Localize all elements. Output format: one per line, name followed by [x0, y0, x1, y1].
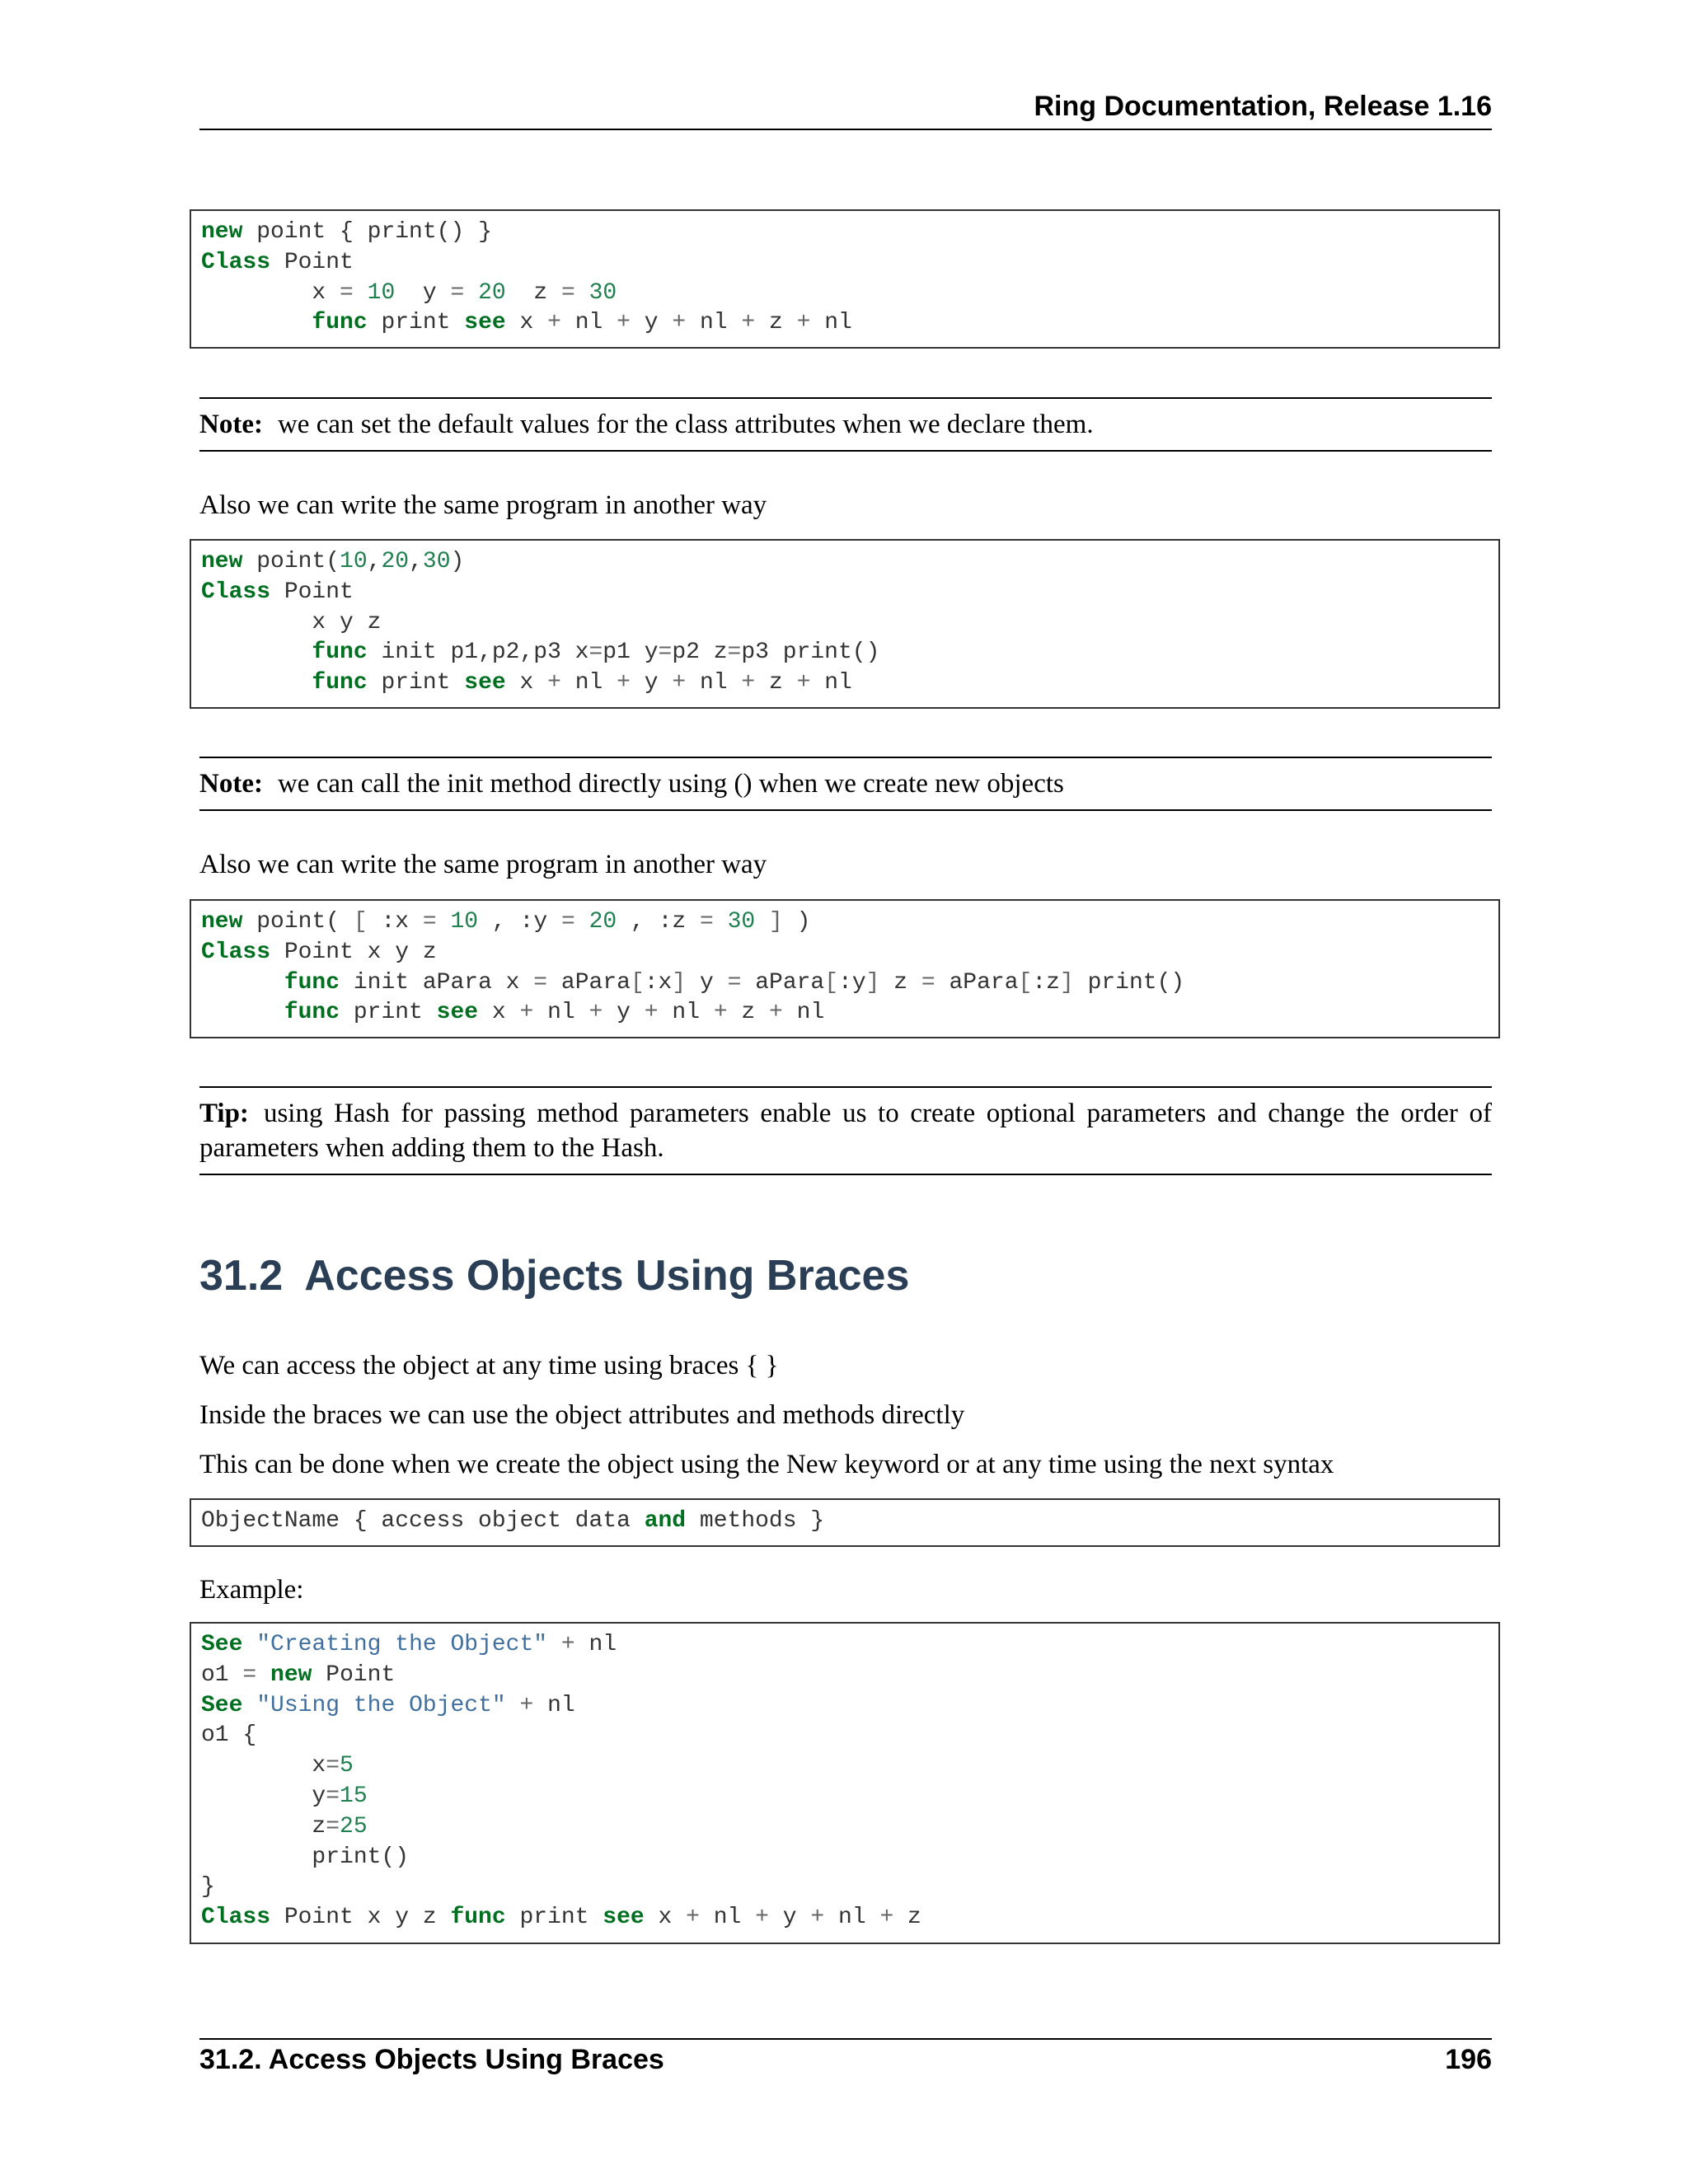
- code-token: [: [630, 969, 645, 996]
- code-token: methods }: [686, 1508, 825, 1534]
- code-token: nl: [658, 1000, 714, 1026]
- code-token: =: [921, 969, 935, 996]
- code-token: 20: [588, 909, 617, 935]
- code-token: func: [312, 640, 368, 666]
- code-token: 5: [340, 1753, 354, 1779]
- code-token: init aPara x: [340, 969, 534, 996]
- code-token: [714, 909, 728, 935]
- code-token: y: [630, 310, 673, 336]
- code-token: new: [270, 1661, 312, 1688]
- code-token: print: [367, 670, 465, 696]
- code-token: Class: [201, 579, 271, 605]
- code-token: +: [686, 1905, 700, 1931]
- paragraph: Also we can write the same program in another way: [199, 850, 767, 879]
- code-line: [201, 938, 1489, 968]
- code-token: +: [519, 1000, 534, 1026]
- code-token: +: [769, 1000, 783, 1026]
- code-token: z: [879, 969, 921, 996]
- code-line: [201, 1721, 1489, 1751]
- code-token: [: [353, 909, 368, 935]
- code-line: [201, 279, 1489, 309]
- code-token: Point: [270, 579, 354, 605]
- code-block: [190, 1498, 1500, 1547]
- code-token: +: [741, 670, 756, 696]
- code-token: 10: [450, 909, 479, 935]
- code-token: p1 y: [603, 640, 659, 666]
- code-token: [755, 909, 769, 935]
- code-token: +: [672, 670, 687, 696]
- code-token: print: [340, 1000, 437, 1026]
- code-token: :y: [838, 969, 866, 996]
- admonition-text: we can set the default values for the class attributes when we declare them.: [277, 410, 1094, 439]
- section-heading: [199, 1251, 909, 1301]
- code-token: +: [796, 670, 811, 696]
- code-token: =: [242, 1661, 257, 1688]
- code-token: [464, 280, 478, 306]
- code-line: [201, 1507, 1489, 1537]
- code-line: [201, 1843, 1489, 1873]
- code-token: aPara: [935, 969, 1019, 996]
- code-token: x: [644, 1905, 687, 1931]
- code-token: y: [395, 279, 451, 306]
- code-token: o1 {: [201, 1722, 257, 1749]
- code-token: [437, 909, 451, 935]
- code-block: [190, 539, 1500, 709]
- code-line: [201, 1751, 1489, 1782]
- code-token: nl: [782, 1000, 825, 1026]
- section-title: Access Objects Using Braces: [304, 1252, 910, 1300]
- code-token: =: [560, 279, 575, 306]
- code-token: print: [367, 310, 465, 336]
- code-token: [256, 1662, 270, 1688]
- code-token: ObjectName { access object data: [201, 1508, 645, 1534]
- code-token: "Creating the Object": [256, 1632, 548, 1657]
- code-token: z: [505, 279, 561, 306]
- code-token: point(: [242, 909, 354, 935]
- code-token: "Using the Object": [256, 1692, 506, 1718]
- code-token: y: [201, 1783, 326, 1809]
- code-line: [201, 308, 1489, 339]
- code-token: func: [450, 1905, 506, 1931]
- code-line: [201, 1903, 1489, 1933]
- code-token: +: [519, 1692, 534, 1718]
- code-line: [201, 1661, 1489, 1691]
- code-token: [242, 1693, 256, 1718]
- code-token: see: [436, 1000, 479, 1026]
- code-token: func: [312, 670, 368, 696]
- code-token: aPara: [741, 969, 825, 996]
- code-token: 30: [588, 279, 617, 306]
- code-token: nl: [810, 310, 852, 336]
- code-token: print: [505, 1905, 603, 1931]
- code-token: =: [340, 279, 354, 306]
- code-token: point(: [242, 549, 340, 574]
- code-token: +: [810, 1905, 825, 1931]
- code-line: [201, 1872, 1489, 1903]
- code-line: [201, 1782, 1489, 1812]
- code-line: [201, 608, 1489, 639]
- code-token: func: [284, 969, 340, 996]
- code-token: 30: [422, 549, 451, 574]
- code-token: ,: [367, 549, 382, 574]
- code-token: [: [1018, 969, 1033, 996]
- code-token: x: [478, 1000, 520, 1026]
- code-token: 20: [478, 279, 506, 306]
- admonition-text: we can call the init method directly using () when we create new objects: [277, 769, 1064, 799]
- code-token: y: [768, 1905, 811, 1931]
- footer-page-number: 196: [1445, 2044, 1492, 2075]
- code-token: ]: [865, 969, 880, 996]
- code-token: z: [893, 1905, 921, 1931]
- code-token: ): [450, 549, 465, 574]
- code-line: [201, 547, 1489, 578]
- code-block: [190, 1622, 1500, 1944]
- paragraph: Also we can write the same program in another way: [199, 490, 767, 520]
- code-line: [201, 907, 1489, 938]
- code-token: see: [464, 670, 506, 696]
- code-token: =: [326, 1813, 340, 1840]
- code-token: =: [727, 969, 742, 996]
- code-token: [242, 1632, 256, 1657]
- code-token: see: [603, 1905, 645, 1931]
- admonition-label: Tip:: [199, 1099, 249, 1128]
- code-token: nl: [686, 310, 742, 336]
- code-token: 10: [367, 279, 396, 306]
- code-token: =: [422, 909, 437, 935]
- code-token: +: [672, 310, 687, 336]
- code-token: 15: [340, 1783, 368, 1809]
- code-token: , :z: [617, 909, 700, 935]
- code-token: [201, 970, 284, 996]
- tip-admonition: [199, 1086, 1492, 1175]
- code-token: [575, 280, 589, 306]
- code-token: +: [547, 670, 561, 696]
- code-token: +: [755, 1905, 769, 1931]
- section-number: 31.2: [199, 1252, 284, 1300]
- admonition-text: using Hash for passing method parameters enable us to create optional parameters and change the order of parameters when adding them to the Hash.: [199, 1099, 1492, 1163]
- code-token: x: [201, 1753, 326, 1779]
- code-token: =: [700, 909, 714, 935]
- code-token: See: [201, 1692, 243, 1718]
- code-token: =: [658, 640, 673, 666]
- code-token: See: [201, 1632, 243, 1657]
- code-token: y: [630, 670, 673, 696]
- footer-section-title: 31.2. Access Objects Using Braces: [199, 2044, 664, 2075]
- code-token: z: [727, 1000, 770, 1026]
- code-token: ,: [409, 549, 423, 574]
- note-admonition: [199, 397, 1492, 452]
- code-token: +: [588, 1000, 603, 1026]
- admonition-label: Note:: [199, 410, 263, 439]
- code-token: [506, 1693, 520, 1718]
- code-token: [201, 640, 312, 665]
- code-token: nl: [560, 310, 617, 336]
- code-token: 10: [340, 549, 368, 574]
- paragraph: We can access the object at any time using braces { }: [199, 1351, 779, 1380]
- code-token: new: [201, 909, 243, 935]
- note-admonition: [199, 757, 1492, 811]
- code-token: Point x y z: [270, 939, 437, 965]
- code-token: [575, 909, 589, 935]
- code-token: +: [796, 310, 811, 336]
- code-token: Point: [312, 1661, 396, 1688]
- code-token: =: [450, 279, 465, 306]
- code-token: and: [644, 1508, 687, 1534]
- code-token: +: [713, 1000, 728, 1026]
- code-token: +: [879, 1905, 894, 1931]
- code-token: +: [644, 1000, 659, 1026]
- code-token: =: [588, 640, 603, 666]
- code-token: [: [824, 969, 839, 996]
- footer-rule: [199, 2038, 1492, 2040]
- code-line: [201, 998, 1489, 1029]
- code-token: [201, 1000, 284, 1025]
- code-token: Point x y z: [270, 1905, 451, 1931]
- code-token: init p1,p2,p3 x: [367, 640, 589, 666]
- code-token: print(): [1073, 969, 1185, 996]
- code-token: x: [505, 310, 548, 336]
- code-token: [354, 280, 368, 306]
- code-token: +: [547, 310, 561, 336]
- code-token: p3 print(): [741, 640, 880, 666]
- code-token: =: [533, 969, 548, 996]
- code-token: z: [755, 310, 797, 336]
- code-block: [190, 209, 1500, 349]
- paragraph: Example:: [199, 1575, 304, 1605]
- code-token: nl: [699, 1905, 756, 1931]
- code-token: p2 z: [672, 640, 728, 666]
- code-token: point { print() }: [242, 219, 492, 245]
- code-token: y: [603, 1000, 645, 1026]
- code-token: +: [741, 310, 756, 336]
- code-line: [201, 1812, 1489, 1843]
- code-token: =: [326, 1753, 340, 1779]
- code-token: aPara: [547, 969, 631, 996]
- code-token: nl: [810, 670, 852, 696]
- code-token: nl: [533, 1692, 575, 1718]
- code-token: new: [201, 219, 243, 245]
- code-token: new: [201, 549, 243, 574]
- code-line: [201, 1691, 1489, 1722]
- code-token: nl: [824, 1905, 880, 1931]
- page-header-title: Ring Documentation, Release 1.16: [1034, 91, 1492, 122]
- paragraph: Inside the braces we can use the object attributes and methods directly: [199, 1400, 965, 1430]
- code-token: ]: [769, 909, 783, 935]
- code-token: , :y: [478, 909, 561, 935]
- code-line: [201, 968, 1489, 999]
- code-token: =: [727, 640, 742, 666]
- code-line: [201, 248, 1489, 279]
- code-token: x: [505, 670, 548, 696]
- code-token: z: [201, 1813, 326, 1840]
- admonition-label: Note:: [199, 769, 263, 799]
- code-token: z: [755, 670, 797, 696]
- code-token: nl: [574, 1632, 617, 1657]
- code-line: [201, 668, 1489, 699]
- code-token: func: [312, 310, 368, 336]
- code-token: [201, 670, 312, 696]
- header-rule: [199, 129, 1492, 130]
- code-token: +: [617, 310, 631, 336]
- paragraph: This can be done when we create the object using the New keyword or at any time using the next syntax: [199, 1450, 1334, 1479]
- code-token: nl: [533, 1000, 589, 1026]
- code-token: Class: [201, 1905, 271, 1931]
- code-token: Class: [201, 939, 271, 965]
- code-token: =: [560, 909, 575, 935]
- code-token: +: [560, 1632, 575, 1657]
- code-token: nl: [686, 670, 742, 696]
- code-token: [201, 310, 312, 335]
- code-token: nl: [560, 670, 617, 696]
- code-token: :x: [644, 969, 673, 996]
- code-token: ]: [1059, 969, 1074, 996]
- code-line: [201, 1630, 1489, 1661]
- code-token: y: [686, 969, 728, 996]
- code-token: x y z: [201, 609, 382, 635]
- code-token: =: [326, 1783, 340, 1809]
- code-token: print(): [201, 1844, 410, 1870]
- code-token: Class: [201, 249, 271, 275]
- code-token: o1: [201, 1661, 243, 1688]
- code-token: Point: [270, 249, 354, 275]
- code-line: [201, 578, 1489, 608]
- code-token: func: [284, 1000, 340, 1026]
- code-token: 20: [381, 549, 410, 574]
- code-block: [190, 899, 1500, 1038]
- code-token: :z: [1032, 969, 1060, 996]
- code-token: 30: [727, 909, 756, 935]
- code-token: [547, 1632, 561, 1657]
- code-token: :x: [367, 909, 423, 935]
- code-token: }: [201, 1874, 215, 1900]
- code-token: see: [464, 310, 506, 336]
- code-token: +: [617, 670, 631, 696]
- code-token: 25: [340, 1813, 368, 1840]
- code-token: ]: [672, 969, 687, 996]
- code-token: x: [201, 279, 340, 306]
- code-line: [201, 218, 1489, 248]
- code-line: [201, 638, 1489, 668]
- code-token: ): [782, 909, 811, 935]
